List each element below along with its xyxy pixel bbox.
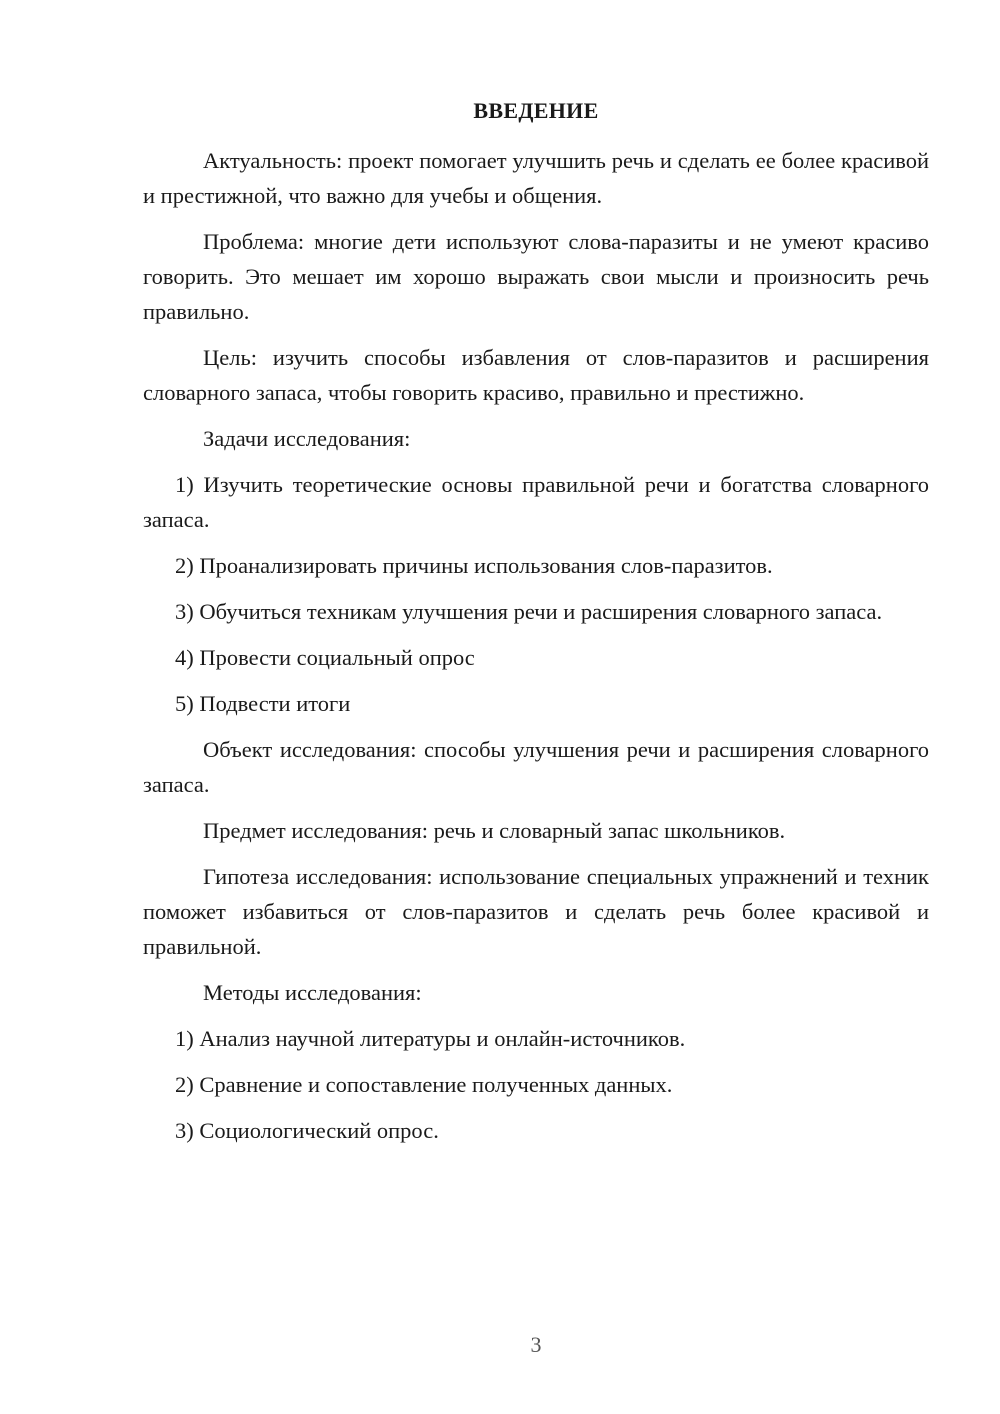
- tasks-heading: Задачи исследования:: [203, 426, 411, 451]
- method-item: 2) Сравнение и сопоставление полученных данных.: [175, 1072, 673, 1097]
- task-item: 1) Изучить теоретические основы правильной речи и богатства словарного запаса.: [143, 472, 929, 532]
- method-item: 3) Социологический опрос.: [175, 1118, 439, 1143]
- task-item: 4) Провести социальный опрос: [175, 645, 475, 670]
- document-body: [143, 143, 929, 1159]
- subject-paragraph: Предмет исследования: речь и словарный запас школьников.: [203, 818, 786, 843]
- page-title: ВВЕДЕНИЕ: [473, 98, 599, 123]
- method-item: 1) Анализ научной литературы и онлайн-источников.: [175, 1026, 686, 1051]
- goal-paragraph: Цель: изучить способы избавления от слов-паразитов и расширения словарного запаса, чтобы говорить красиво, правильно и престижно.: [143, 345, 929, 405]
- task-item: 2) Проанализировать причины использования слов-паразитов.: [175, 553, 773, 578]
- object-paragraph: Объект исследования: способы улучшения речи и расширения словарного запаса.: [143, 737, 929, 797]
- problem-paragraph: Проблема: многие дети используют слова-паразиты и не умеют красиво говорить. Это мешает им хорошо выражать свои мысли и произносить речь правильно.: [143, 229, 929, 324]
- hypothesis-paragraph: Гипотеза исследования: использование специальных упражнений и техник поможет избавиться от слов-паразитов и сделать речь более красивой и правильной.: [143, 864, 929, 959]
- task-item: 3) Обучиться техникам улучшения речи и расширения словарного запаса.: [175, 599, 883, 624]
- methods-heading: Методы исследования:: [203, 980, 422, 1005]
- relevance-paragraph: Актуальность: проект помогает улучшить речь и сделать ее более красивой и престижной, что важно для учебы и общения.: [143, 148, 929, 208]
- page-number: 3: [530, 1332, 542, 1357]
- task-item: 5) Подвести итоги: [175, 691, 351, 716]
